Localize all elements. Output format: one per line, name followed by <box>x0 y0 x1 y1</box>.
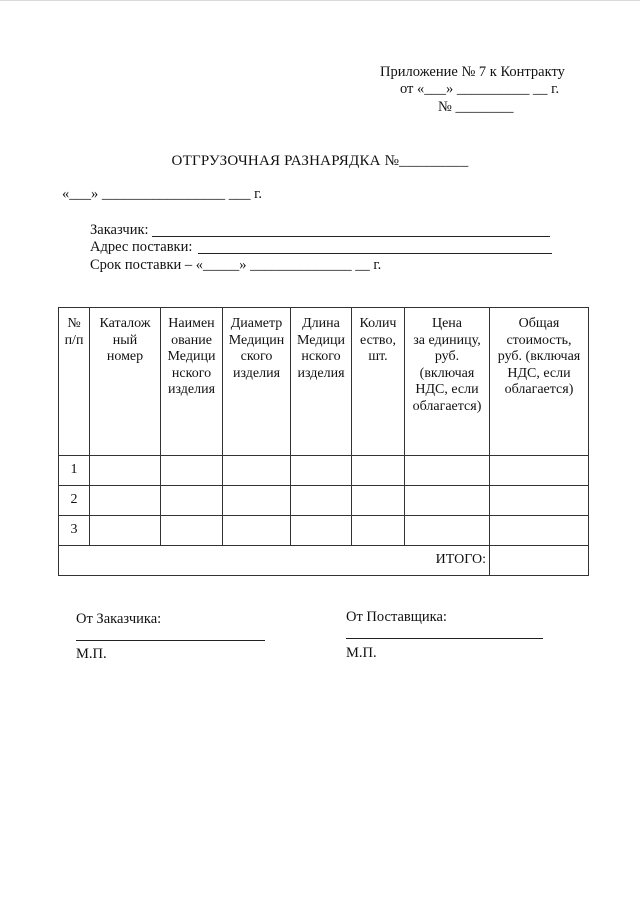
table-cell[interactable] <box>161 516 223 546</box>
table-cell[interactable] <box>223 516 291 546</box>
col-header-index: № п/п <box>59 308 90 456</box>
col-header-catalog-number: Каталож ный номер <box>90 308 161 456</box>
table-cell[interactable] <box>291 516 352 546</box>
supplier-stamp-label: М.П. <box>346 645 377 661</box>
col-header-quantity: Колич ество, шт. <box>352 308 405 456</box>
table-cell[interactable] <box>490 456 589 486</box>
table-cell[interactable] <box>90 486 161 516</box>
total-label: ИТОГО: <box>59 546 490 576</box>
address-label: Адрес поставки: <box>90 239 193 255</box>
table-total-row <box>59 546 589 576</box>
table-cell[interactable] <box>90 456 161 486</box>
table-row <box>59 486 589 516</box>
table-cell[interactable] <box>223 456 291 486</box>
table-cell[interactable] <box>90 516 161 546</box>
table-row <box>59 456 589 486</box>
table-row <box>59 516 589 546</box>
customer-stamp-label: М.П. <box>76 646 107 662</box>
row-number: 3 <box>59 516 90 546</box>
document-date: «___» _________________ ___ г. <box>62 186 263 202</box>
appendix-number: № ________ <box>438 99 514 115</box>
table-cell[interactable] <box>490 486 589 516</box>
table-cell[interactable] <box>405 516 490 546</box>
supplier-signature-line[interactable] <box>346 638 543 639</box>
table-cell[interactable] <box>405 456 490 486</box>
col-header-total-cost: Общая стоимость, руб. (включая НДС, если облагается) <box>490 308 589 456</box>
col-header-unit-price: Цена за единицу, руб. (включая НДС, если облагается) <box>405 308 490 456</box>
col-header-device-name: Наимен ование Медици нского изделия <box>161 308 223 456</box>
table-cell[interactable] <box>291 486 352 516</box>
table-cell[interactable] <box>490 516 589 546</box>
table-header-row <box>59 308 589 456</box>
appendix-title: Приложение № 7 к Контракту <box>380 64 565 80</box>
table-cell[interactable] <box>352 486 405 516</box>
shipment-table <box>58 307 589 576</box>
document-title: ОТГРУЗОЧНАЯ РАЗНАРЯДКА №_________ <box>171 153 469 169</box>
delivery-term: Срок поставки – «_____» ______________ __ г. <box>90 257 382 273</box>
appendix-date: от «___» __________ __ г. <box>400 81 560 97</box>
col-header-diameter: Диаметр Медицин ского изделия <box>223 308 291 456</box>
row-number: 1 <box>59 456 90 486</box>
address-fill-line[interactable] <box>198 253 552 254</box>
table-cell[interactable] <box>161 456 223 486</box>
supplier-signature-label: От Поставщика: <box>346 609 447 625</box>
table-cell[interactable] <box>352 456 405 486</box>
customer-fill-line[interactable] <box>152 236 550 237</box>
table-cell[interactable] <box>161 486 223 516</box>
table-cell[interactable] <box>223 486 291 516</box>
row-number: 2 <box>59 486 90 516</box>
total-value-cell[interactable] <box>490 546 589 576</box>
customer-label: Заказчик: <box>90 222 149 238</box>
customer-signature-label: От Заказчика: <box>76 611 162 627</box>
table-cell[interactable] <box>291 456 352 486</box>
customer-signature-line[interactable] <box>76 640 265 641</box>
table-cell[interactable] <box>352 516 405 546</box>
table-cell[interactable] <box>405 486 490 516</box>
scan-edge-line <box>0 0 640 1</box>
col-header-length: Длина Медици нского изделия <box>291 308 352 456</box>
